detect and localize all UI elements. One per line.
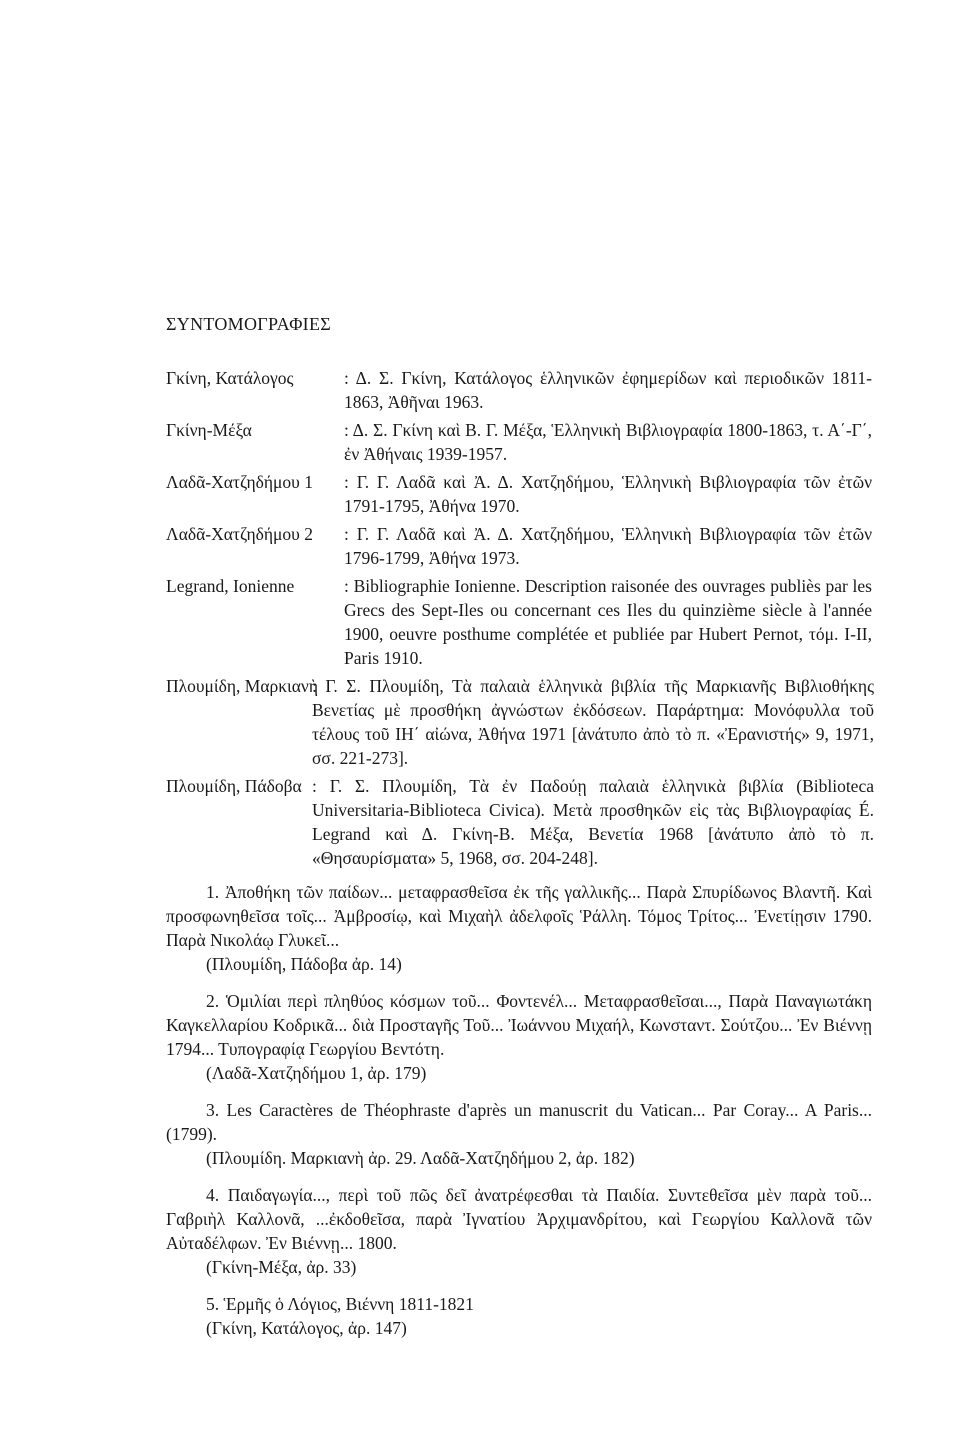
note-entry xyxy=(166,1183,872,1279)
abbreviation-definition: : Bibliographie Ionienne. Description raisonée des ouvrages publiès par les Grecs des Sept-Iles ou concernant ces Iles du quinzième siècle à l'année 1900, oeuvre posthume complétée et publiée par Hubert Pernot, τόμ. I-II, Paris 1910. xyxy=(344,576,872,668)
abbreviation-entry xyxy=(0,574,960,670)
abbreviation-definition: : Γ. Γ. Λαδᾶ καὶ Ἀ. Δ. Χατζηδήμου, Ἑλληνικὴ Βιβλιογραφία τῶν ἐτῶν 1791-1795, Ἀθήνα 1970. xyxy=(344,472,872,516)
abbreviation-term: Legrand, Ionienne xyxy=(166,576,295,596)
note-text: 2. Ὁμιλίαι περὶ πληθύος κόσμων τοῦ... Φοντενέλ... Μεταφρασθεῖσαι..., Παρὰ Παναγιωτάκη Καγκελλαρίου Κοδρικᾶ... διὰ Προσταγῆς Τοῦ... Ἰωάννου Μιχαήλ, Κωνσταντ. Σούτζου... Ἐν Βιέννῃ 1794... Τυπογραφίᾳ Γεωργίου Βεντότη. xyxy=(166,991,872,1059)
note-text: 1. Ἀποθήκη τῶν παίδων... μεταφρασθεῖσα ἐκ τῆς γαλλικῆς... Παρὰ Σπυρίδωνος Βλαντῆ. Καὶ προσφωνηθεῖσα τοῖς... Ἀμβροσίῳ, καὶ Μιχαὴλ ἀδελφοῖς Ῥάλλη. Τόμος Τρίτος... Ἐνετίῃσιν 1790. Παρὰ Νικολάῳ Γλυκεῖ... xyxy=(166,882,872,950)
note-source: (Γκίνη, Κατάλογος, ἀρ. 147) xyxy=(206,1318,407,1338)
abbreviation-term: Λαδᾶ-Χατζηδήμου 1 xyxy=(166,472,313,492)
page-title: ΣΥΝΤΟΜΟΓΡΑΦΙΕΣ xyxy=(166,314,332,334)
note-text: 3. Les Caractères de Théophraste d'après un manuscrit du Vatican... Par Coray... A Paris... (1799). xyxy=(166,1100,872,1144)
abbreviation-definition: : Γ. Σ. Πλουμίδη, Τὰ παλαιὰ ἑλληνικὰ βιβλία τῆς Μαρκιανῆς Βιβλιοθήκης Βενετίας μὲ προσθήκη ἀγνώστων ἐκδόσεων. Παράρτημα: Μονόφυλλα τοῦ τέλους τοῦ ΙΗ΄ αἰώνα, Ἀθήνα 1971 [ἀνάτυπο ἀπὸ τὸ π. «Ἐρανιστής» 9, 1971, σσ. 221-273]. xyxy=(312,676,874,768)
note-source: (Πλουμίδη, Πάδοβα ἀρ. 14) xyxy=(206,954,402,974)
note-entry xyxy=(166,880,872,976)
abbreviation-entry xyxy=(0,774,960,870)
abbreviation-entry xyxy=(0,674,960,770)
abbreviation-term: Γκίνη, Κατάλογος xyxy=(166,368,294,388)
note-entry xyxy=(166,1098,872,1170)
abbreviation-entry xyxy=(0,418,960,466)
abbreviation-definition: : Γ. Σ. Πλουμίδη, Τὰ ἐν Παδούῃ παλαιὰ ἑλληνικὰ βιβλία (Biblioteca Universitaria-Biblioteca Civica). Μετὰ προσθηκῶν εἰς τὰς Βιβλιογραφίας É. Legrand καὶ Δ. Γκίνη-Β. Μέξα, Βενετία 1968 [ἀνάτυπο ἀπὸ τὸ π. «Θησαυρίσματα» 5, 1968, σσ. 204-248]. xyxy=(312,776,874,868)
abbreviations-list xyxy=(0,366,960,874)
abbreviation-entry xyxy=(0,522,960,570)
abbreviation-term: Γκίνη-Μέξα xyxy=(166,420,252,440)
abbreviation-entry xyxy=(0,470,960,518)
numbered-notes xyxy=(166,880,872,1353)
note-source: (Πλουμίδη. Μαρκιανὴ ἀρ. 29. Λαδᾶ-Χατζηδήμου 2, ἀρ. 182) xyxy=(206,1148,635,1168)
abbreviation-term: Πλουμίδη, Πάδοβα xyxy=(166,776,302,796)
note-source: (Γκίνη-Μέξα, ἀρ. 33) xyxy=(206,1257,357,1277)
note-entry xyxy=(166,989,872,1085)
abbreviation-definition: : Δ. Σ. Γκίνη καὶ Β. Γ. Μέξα, Ἑλληνικὴ Βιβλιογραφία 1800-1863, τ. Α΄-Γ΄, ἐν Ἀθήναις 1939-1957. xyxy=(344,420,872,464)
abbreviation-definition: : Γ. Γ. Λαδᾶ καὶ Ἀ. Δ. Χατζηδήμου, Ἑλληνικὴ Βιβλιογραφία τῶν ἐτῶν 1796-1799, Ἀθήνα 1973. xyxy=(344,524,872,568)
abbreviation-entry xyxy=(0,366,960,414)
note-text: 5. Ἑρμῆς ὁ Λόγιος, Βιέννη 1811-1821 xyxy=(206,1294,474,1314)
note-source: (Λαδᾶ-Χατζηδήμου 1, ἀρ. 179) xyxy=(206,1063,427,1083)
note-entry xyxy=(166,1292,872,1340)
note-text: 4. Παιδαγωγία..., περὶ τοῦ πῶς δεῖ ἀνατρέφεσθαι τὰ Παιδία. Συντεθεῖσα μὲν παρὰ τοῦ... Γαβριὴλ Καλλονᾶ, ...ἐκδοθεῖσα, παρὰ Ἰγνατίου Ἀρχιμανδρίτου, καὶ Γεωργίου Καλλονᾶ τῶν Αὐταδέλφων. Ἐν Βιέννῃ... 1800. xyxy=(166,1185,872,1253)
abbreviation-term: Λαδᾶ-Χατζηδήμου 2 xyxy=(166,524,313,544)
abbreviation-term: Πλουμίδη, Μαρκιανὴ xyxy=(166,676,318,696)
abbreviation-definition: : Δ. Σ. Γκίνη, Κατάλογος ἑλληνικῶν ἐφημερίδων καὶ περιοδικῶν 1811-1863, Ἀθῆναι 1963. xyxy=(344,368,872,412)
